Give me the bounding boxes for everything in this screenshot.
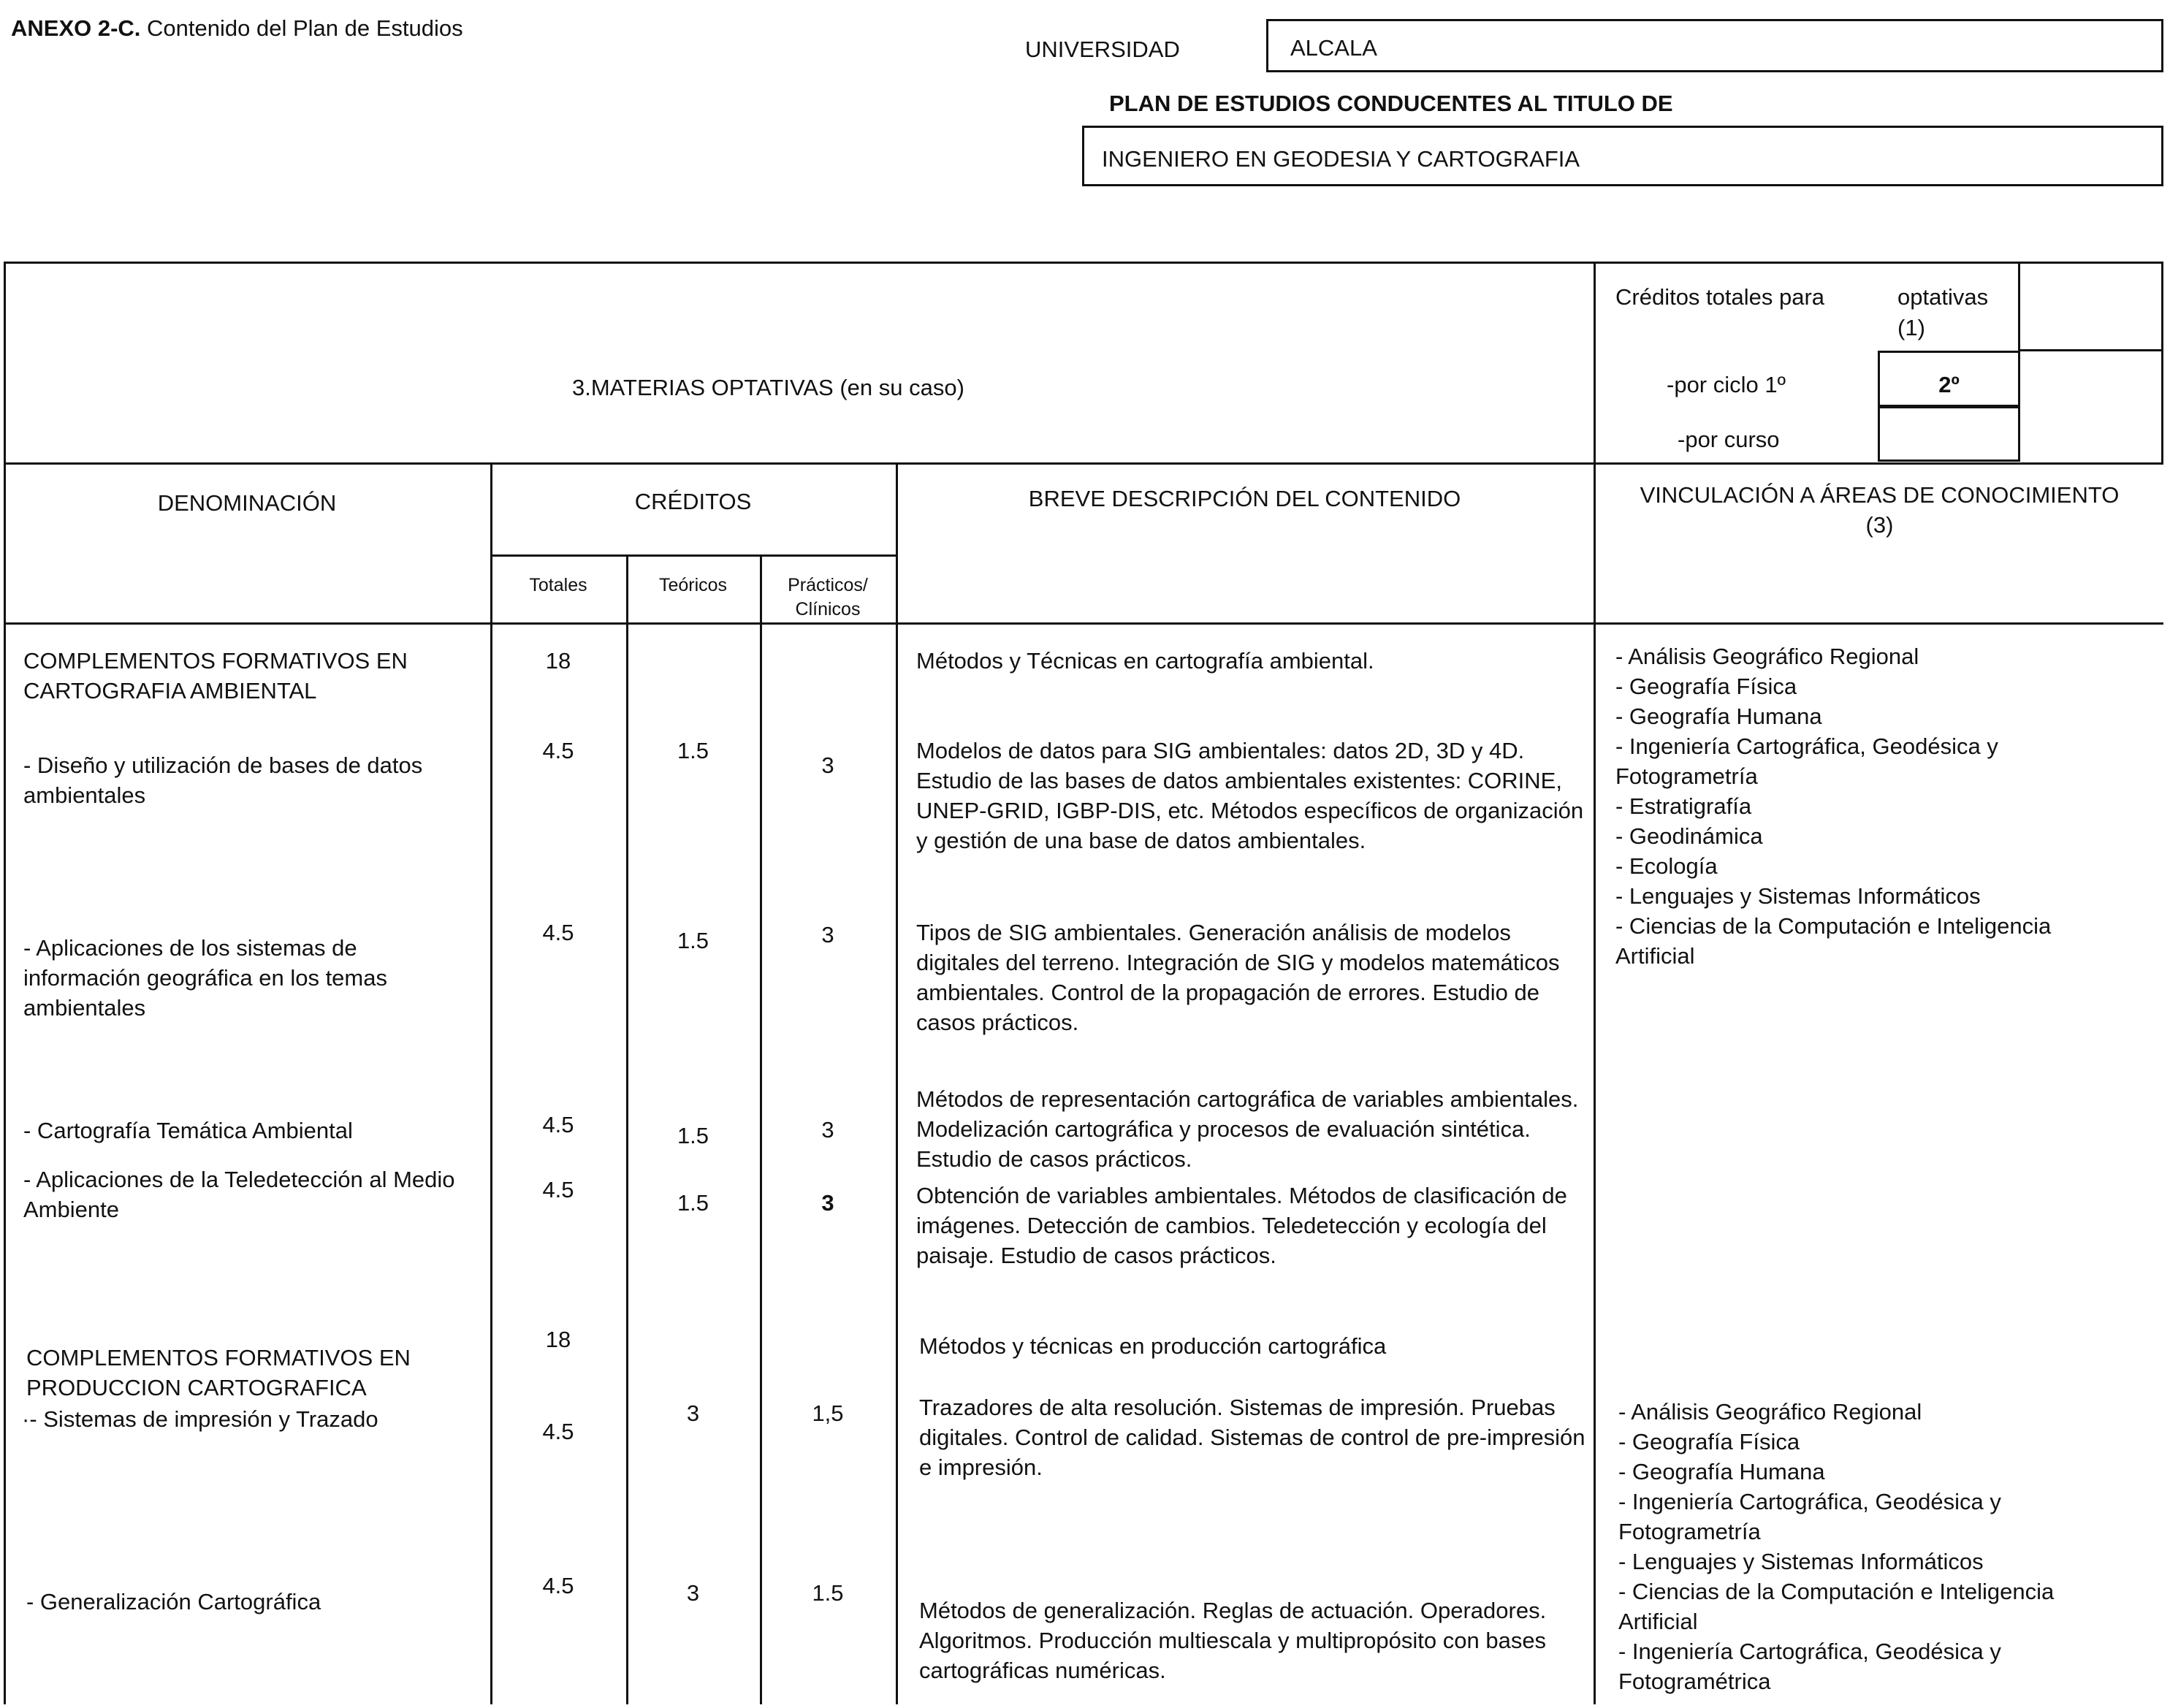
col-practicos — [760, 573, 896, 622]
section-title: 3.MATERIAS OPTATIVAS (en su caso) — [572, 375, 964, 400]
areas-list-2 — [1618, 1397, 2054, 1696]
area-item: - Estratigrafía — [1615, 793, 1752, 819]
col-totales: Totales — [529, 575, 587, 595]
row-denominacion: - Aplicaciones de los sistemas de información geográfica en los temas ambientales — [23, 935, 387, 1021]
row-teoricos: 1.5 — [677, 928, 709, 953]
cycle-value: 2º — [1938, 372, 1960, 397]
row-totales: 18 — [545, 1327, 571, 1352]
row-totales: 4.5 — [542, 738, 574, 763]
row-teoricos: 1.5 — [677, 1190, 709, 1216]
col-denominacion: DENOMINACIÓN — [157, 490, 337, 516]
row-practicos: 3 — [821, 922, 834, 948]
row-practicos: 3 — [821, 752, 834, 778]
row-denominacion: - Aplicaciones de la Teledetección al Medio Ambiente — [23, 1167, 455, 1222]
col-creditos: CRÉDITOS — [634, 489, 752, 514]
area-item: - Análisis Geográfico Regional — [1618, 1399, 1922, 1425]
university-value: ALCALA — [1290, 35, 1377, 61]
col-descripcion: BREVE DESCRIPCIÓN DEL CONTENIDO — [1028, 486, 1461, 511]
area-item: Artificial — [1615, 943, 1695, 969]
col-vinculacion-line1: VINCULACIÓN A ÁREAS DE CONOCIMIENTO — [1640, 482, 2120, 508]
col-vinculacion — [1596, 480, 2163, 540]
col-practicos-line1: Prácticos/ — [788, 575, 868, 595]
row-practicos: 1.5 — [812, 1580, 844, 1606]
area-item: Fotogramétrica — [1618, 1669, 1771, 1694]
area-item: - Ciencias de la Computación e Inteligencia — [1615, 913, 2052, 939]
row-totales: 4.5 — [542, 920, 574, 945]
top-section-divider — [4, 462, 2163, 465]
row-descripcion: Métodos de representación cartográfica de variables ambientales. Modelización cartográfica y procesos de evaluación sintética. Estudio de casos prácticos. — [916, 1086, 1579, 1172]
practicos-column-line — [896, 462, 898, 1704]
credits-total-label: Créditos totales para — [1615, 284, 1825, 310]
plan-label: PLAN DE ESTUDIOS CONDUCENTES AL TITULO DE — [1109, 91, 1673, 116]
row-teoricos: 3 — [686, 1400, 700, 1426]
table-top-border — [4, 262, 2163, 264]
area-item: - Ecología — [1615, 853, 1718, 879]
row-totales: 4.5 — [542, 1112, 574, 1137]
optativas-label: optativas — [1897, 284, 1989, 310]
annex-number: ANEXO 2-C. — [11, 15, 141, 41]
row-practicos: 1,5 — [812, 1400, 844, 1426]
row-totales: 4.5 — [542, 1419, 574, 1444]
area-item: - Ingeniería Cartográfica, Geodésica y — [1618, 1639, 2001, 1664]
row-teoricos: 3 — [686, 1580, 700, 1606]
area-item: - Ingeniería Cartográfica, Geodésica y — [1615, 733, 1998, 759]
row-descripcion: Trazadores de alta resolución. Sistemas de impresión. Pruebas digitales. Control de calidad. Sistemas de control de pre-impresión e impresión. — [919, 1395, 1585, 1480]
row-denominacion: COMPLEMENTOS FORMATIVOS EN PRODUCCION CARTOGRAFICA — [26, 1345, 411, 1400]
por-curso-label: -por curso — [1678, 427, 1780, 452]
row-teoricos: 1.5 — [677, 738, 709, 763]
row-descripcion: Tipos de SIG ambientales. Generación análisis de modelos digitales del terreno. Integración de SIG y modelos matemáticos ambientales. Control de la propagación de errores. Estudio de casos prácticos. — [916, 920, 1560, 1035]
area-item: - Lenguajes y Sistemas Informáticos — [1615, 883, 1981, 909]
area-item: Fotogrametría — [1615, 763, 1758, 789]
area-item: - Geografía Física — [1618, 1429, 1800, 1455]
row-descripcion: Métodos de generalización. Reglas de actuación. Operadores. Algoritmos. Producción multiescala y multipropósito con bases cartográficas numéricas. — [919, 1598, 1547, 1683]
row-denominacion: - Generalización Cartográfica — [26, 1589, 321, 1614]
areas-list-1 — [1615, 641, 2051, 971]
row-denominacion: - Cartografía Temática Ambiental — [23, 1118, 353, 1143]
area-item: - Ingeniería Cartográfica, Geodésica y — [1618, 1489, 2001, 1514]
area-item: - Análisis Geográfico Regional — [1615, 644, 1919, 669]
area-item: - Lenguajes y Sistemas Informáticos — [1618, 1549, 1984, 1574]
area-item: - Geografía Humana — [1618, 1459, 1825, 1484]
area-item: - Geografía Física — [1615, 674, 1797, 699]
course-box — [1878, 406, 2020, 462]
degree-value: INGENIERO EN GEODESIA Y CARTOGRAFIA — [1102, 146, 1580, 172]
por-ciclo-label: -por ciclo 1º — [1667, 372, 1786, 397]
row-practicos: 3 — [821, 1190, 834, 1216]
row-descripcion: Obtención de variables ambientales. Métodos de clasificación de imágenes. Detección de cambios. Teledetección y ecología del paisaje. Estudio de casos prácticos. — [916, 1183, 1567, 1268]
annex-title: Contenido del Plan de Estudios — [147, 15, 463, 41]
row-totales: 18 — [545, 648, 571, 674]
row-teoricos: 1.5 — [677, 1123, 709, 1148]
area-item: - Geografía Humana — [1615, 704, 1822, 729]
area-item: Fotogrametría — [1618, 1519, 1761, 1544]
row-denominacion: COMPLEMENTOS FORMATIVOS EN CARTOGRAFIA AMBIENTAL — [23, 648, 408, 704]
row-denominacion: - Diseño y utilización de bases de datos ambientales — [23, 752, 423, 808]
row-descripcion: Métodos y Técnicas en cartografía ambiental. — [916, 648, 1374, 674]
row-totales: 4.5 — [542, 1177, 574, 1202]
row-descripcion: Métodos y técnicas en producción cartográfica — [919, 1333, 1387, 1359]
col-teoricos: Teóricos — [658, 575, 728, 595]
credits-subheader-line — [490, 554, 896, 557]
row-descripcion: Modelos de datos para SIG ambientales: datos 2D, 3D y 4D. Estudio de las bases de datos ambientales existentes: CORINE, UNEP-GRID, IGBP-DIS, etc. Métodos específicos de organización y gestión de una base de datos ambientales. — [916, 738, 1584, 853]
col-vinculacion-line2: (3) — [1865, 512, 1894, 538]
table-left-border — [4, 262, 6, 1704]
row-totales: 4.5 — [542, 1573, 574, 1598]
area-item: Artificial — [1618, 1609, 1698, 1634]
row-practicos: 3 — [821, 1117, 834, 1143]
area-item: - Geodinámica — [1615, 823, 1763, 849]
annex-heading — [11, 13, 463, 43]
header-bottom-line — [4, 622, 2163, 625]
optativas-credits-box — [2018, 262, 2163, 351]
row-denominacion: ·- Sistemas de impresión y Trazado — [22, 1406, 378, 1432]
col-practicos-line2: Clínicos — [795, 599, 861, 619]
note-1: (1) — [1897, 315, 1925, 340]
university-field — [1266, 19, 2163, 72]
area-item: - Ciencias de la Computación e Inteligencia — [1618, 1579, 2055, 1604]
university-label: UNIVERSIDAD — [1025, 37, 1180, 62]
areas-column-line — [1594, 262, 1596, 1704]
